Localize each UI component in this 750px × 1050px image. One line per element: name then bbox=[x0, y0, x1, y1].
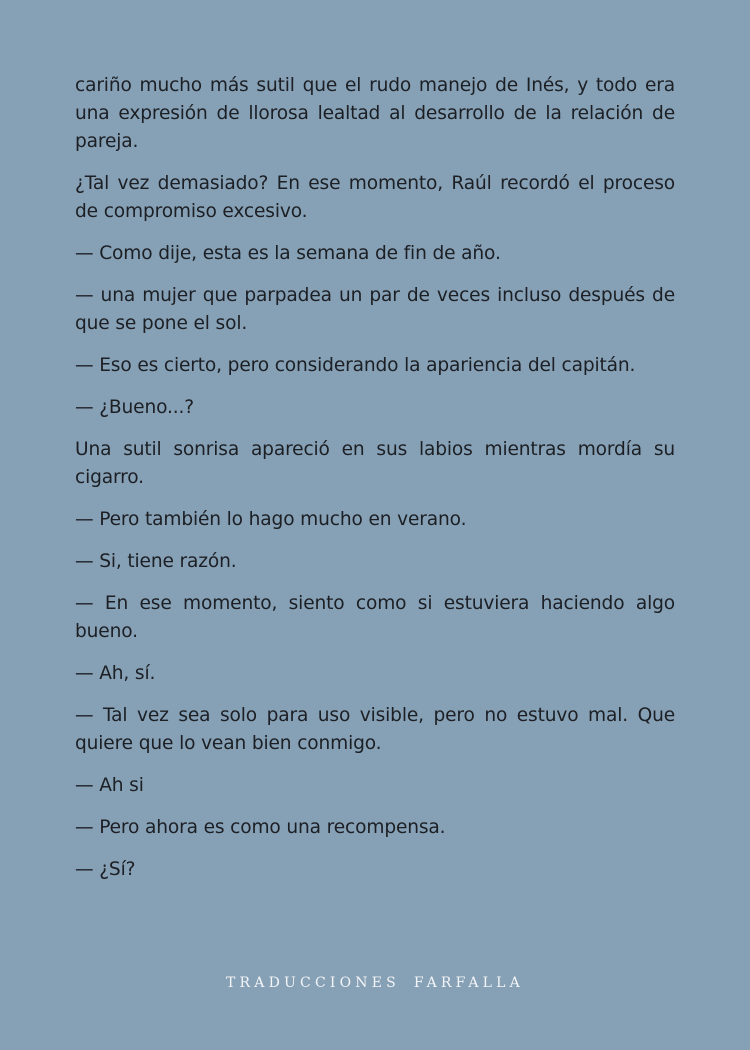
dialogue-line: — Tal vez sea solo para uso visible, pero no estuvo mal. Que quiere que lo vean bien conmigo. bbox=[75, 705, 675, 754]
dialogue-line: — una mujer que parpadea un par de veces incluso después de que se pone el sol. bbox=[75, 285, 675, 334]
paragraph: ¿Tal vez demasiado? En ese momento, Raúl recordó el proceso de compromiso excesivo. bbox=[75, 173, 675, 222]
page-footer-credit bbox=[0, 975, 750, 991]
dialogue-line: — ¿Bueno...? bbox=[75, 397, 194, 418]
dialogue-line: — Eso es cierto, pero considerando la apariencia del capitán. bbox=[75, 355, 636, 376]
dialogue-line: — Si, tiene razón. bbox=[75, 551, 237, 572]
footer-word-2: FARFALLA bbox=[413, 975, 524, 991]
dialogue-line: — Pero ahora es como una recompensa. bbox=[75, 817, 446, 838]
paragraph: cariño mucho más sutil que el rudo manejo de Inés, y todo era una expresión de llorosa lealtad al desarrollo de la relación de pareja. bbox=[75, 75, 675, 152]
dialogue-line: — En ese momento, siento como si estuviera haciendo algo bueno. bbox=[75, 593, 675, 642]
dialogue-line: — Ah, sí. bbox=[75, 663, 156, 684]
dialogue-line: — Ah si bbox=[75, 775, 144, 796]
footer-word-1: TRADUCCIONES bbox=[226, 975, 400, 991]
paragraph: Una sutil sonrisa apareció en sus labios mientras mordía su cigarro. bbox=[75, 439, 675, 488]
dialogue-line: — Pero también lo hago mucho en verano. bbox=[75, 509, 467, 530]
dialogue-line: — ¿Sí? bbox=[75, 859, 136, 880]
dialogue-line: — Como dije, esta es la semana de fin de año. bbox=[75, 243, 501, 264]
page-body bbox=[75, 72, 675, 898]
